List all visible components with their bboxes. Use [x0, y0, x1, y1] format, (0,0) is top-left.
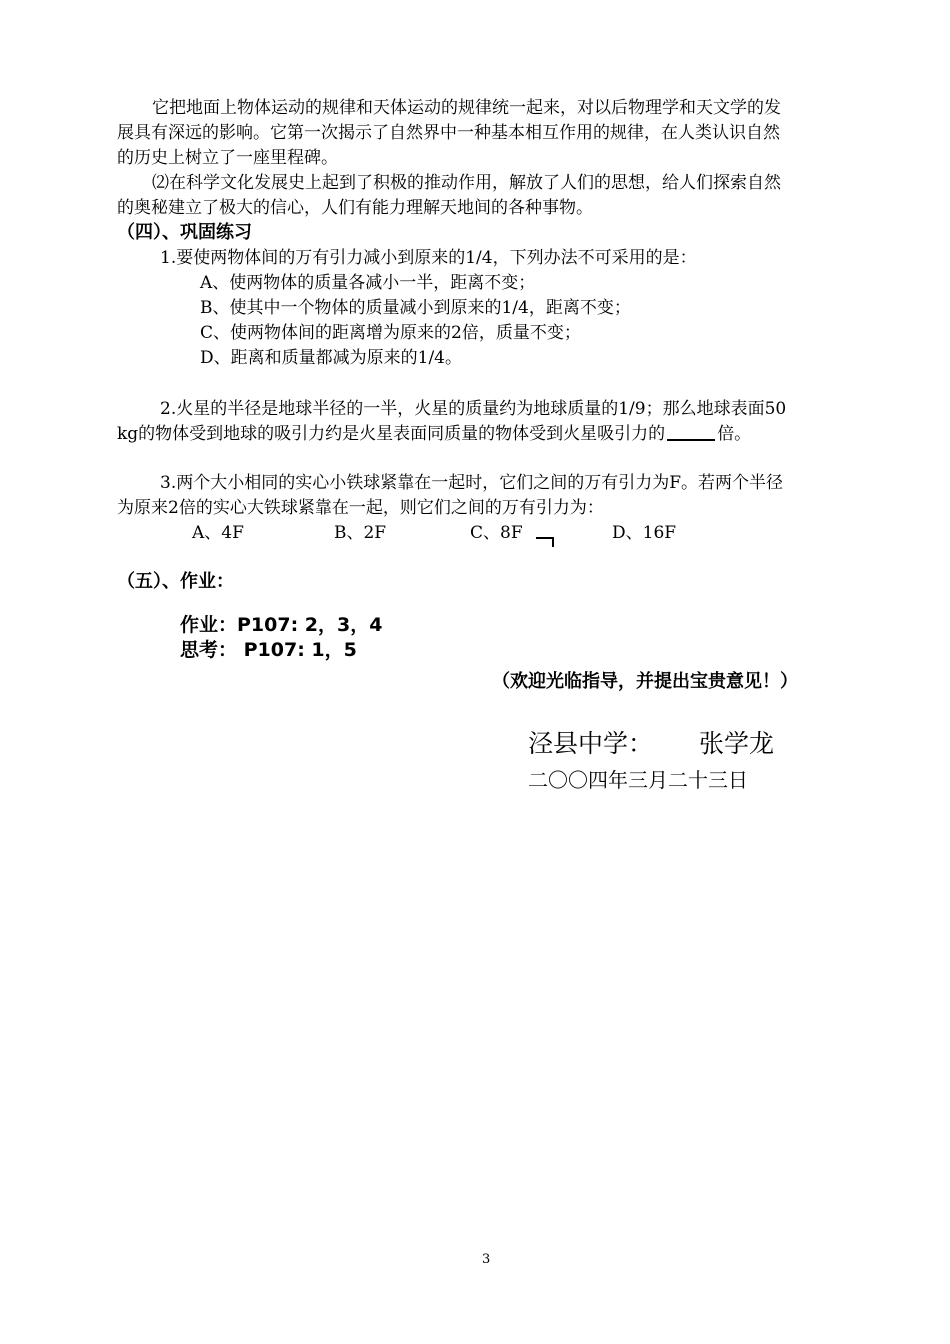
question-1-option: A、使两物体的质量各减小一半，距离不变；	[200, 273, 536, 293]
paragraph-line: 它把地面上物体运动的规律和天体运动的规律统一起来，对以后物理学和天文学的发	[152, 98, 781, 118]
question-3-line: 3.两个大小相同的实心小铁球紧靠在一起时，它们之间的万有引力为F。若两个半径	[160, 473, 784, 493]
school-name: 泾县中学：	[528, 729, 654, 758]
question-3-option: C、8F	[470, 523, 523, 543]
question-3-option: B、2F	[334, 523, 387, 543]
question-3-line: 为原来2倍的实心大铁球紧靠在一起，则它们之间的万有引力为：	[117, 498, 604, 518]
author-name: 张学龙	[699, 729, 775, 758]
question-2-line: 2.火星的半径是地球半径的一半，火星的质量约为地球质量的1/9；那么地球表面50	[160, 399, 787, 419]
page-number: 3	[482, 1252, 491, 1267]
question-3-option: A、4F	[192, 523, 244, 543]
question-2-line	[117, 422, 751, 446]
paragraph-line: 展具有深远的影响。它第一次揭示了自然界中一种基本相互作用的规律，在人类认识自然	[117, 123, 780, 143]
paragraph-line: ⑵在科学文化发展史上起到了积极的推动作用，解放了人们的思想，给人们探索自然	[152, 173, 781, 193]
think-line: 思考： P107: 1，5	[180, 639, 357, 661]
homework-line: 作业：P107: 2，3，4	[180, 614, 383, 636]
welcome-note: （欢迎光临指导，并提出宝贵意见！）	[492, 671, 798, 692]
question-1-option: C、使两物体间的距离增为原来的2倍，质量不变；	[200, 323, 581, 343]
section-heading: （五）、作业：	[117, 571, 234, 592]
question-1-option: D、距离和质量都减为原来的1/4。	[200, 348, 462, 368]
paragraph-line: 的奥秘建立了极大的信心，人们有能力理解天地间的各种事物。	[117, 198, 593, 218]
signature	[528, 729, 774, 759]
question-2-text: kg的物体受到地球的吸引力约是火星表面同质量的物体受到火星吸引力的	[117, 424, 666, 444]
question-3-option: D、16F	[612, 523, 677, 543]
date-line: 二〇〇四年三月二十三日	[528, 768, 748, 792]
answer-blank	[667, 423, 715, 441]
question-1-stem: 1.要使两物体间的万有引力减小到原来的1/4，下列办法不可采用的是：	[160, 248, 697, 268]
stray-mark	[536, 537, 554, 547]
question-2-tail: 倍。	[717, 424, 752, 444]
section-heading: （四）、巩固练习	[117, 222, 252, 243]
paragraph-line: 的历史上树立了一座里程碑。	[117, 148, 338, 168]
question-1-option: B、使其中一个物体的质量减小到原来的1/4，距离不变；	[200, 298, 631, 318]
